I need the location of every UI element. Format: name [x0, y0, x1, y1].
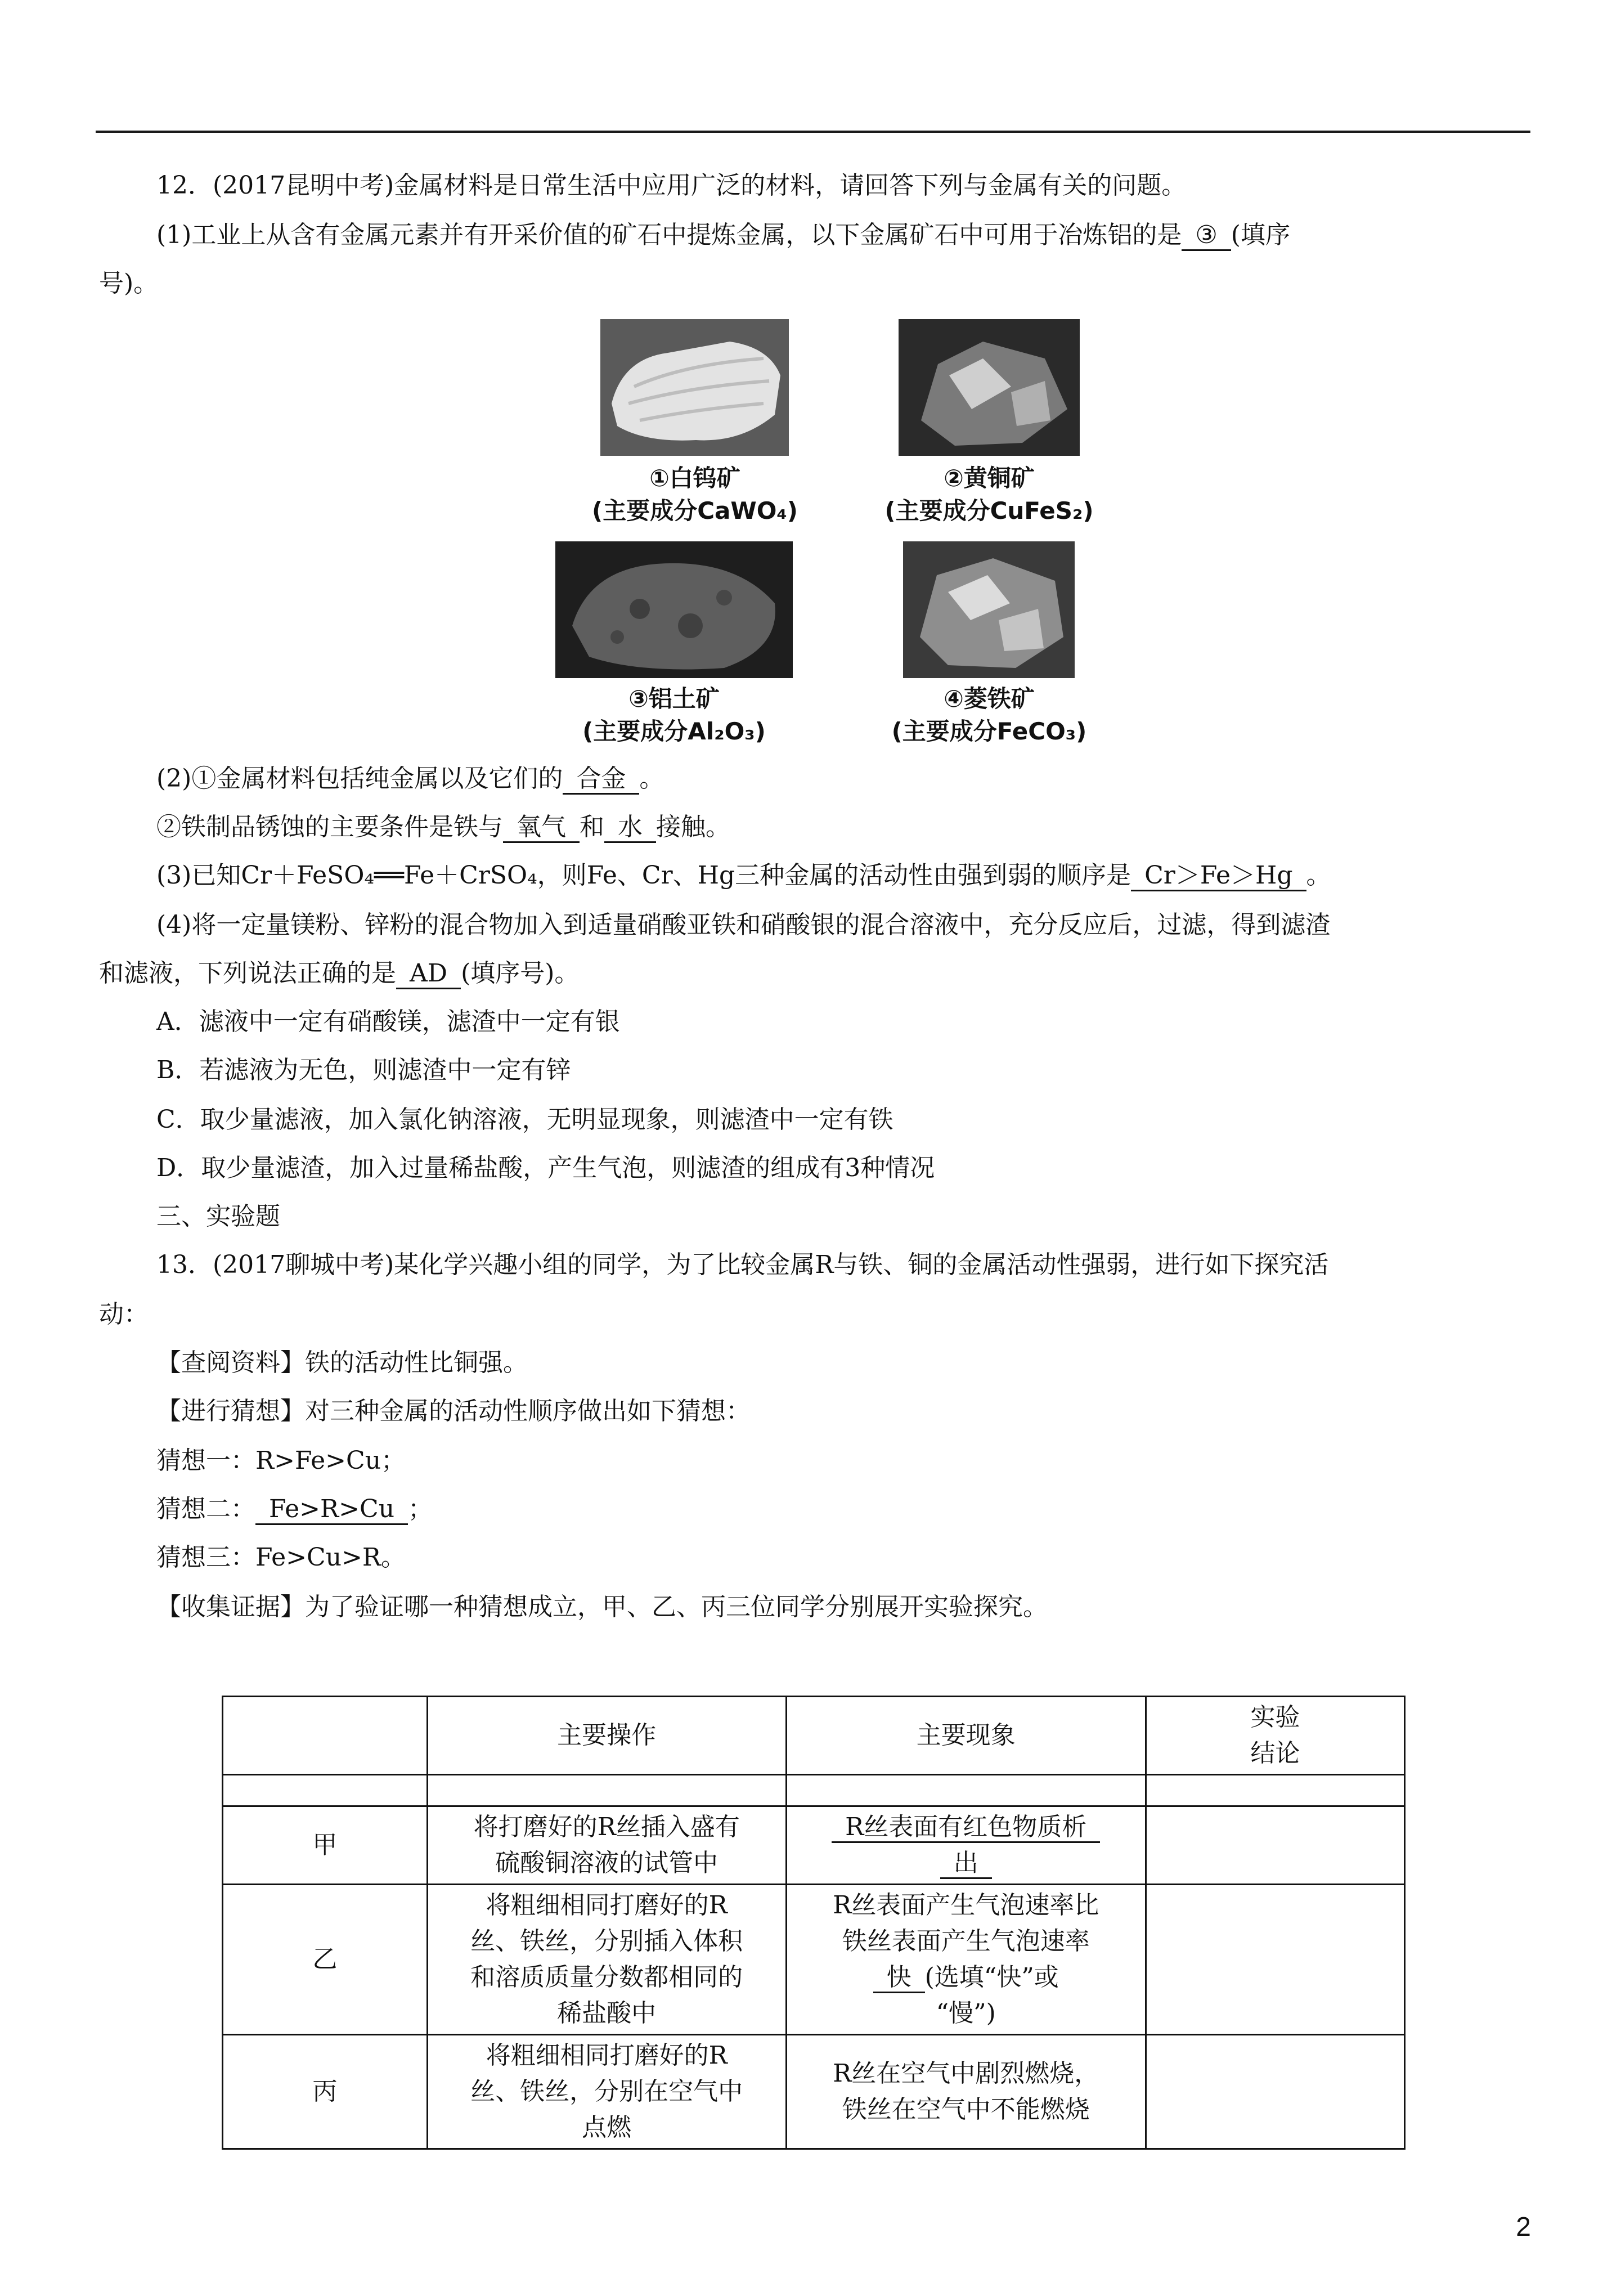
ore-name-4: ④菱铁矿: [944, 685, 1035, 712]
operation-yi: 将粗细相同打磨好的R 丝、铁丝，分别插入体积 和溶质质量分数都相同的 稀盐酸中: [427, 1885, 786, 2035]
white-tungsten-ore-image: [600, 319, 789, 456]
row-label-bing: 丙: [223, 2035, 428, 2149]
option-d: D．取少量滤渣，加入过量稀盐酸，产生气泡，则滤渣的组成有3种情况: [156, 1154, 935, 1182]
row-label-jia: 甲: [223, 1806, 428, 1885]
answer-blank-options: AD: [396, 959, 461, 989]
header-operation: 主要操作: [427, 1697, 786, 1775]
q13-stem-cont: 动：: [99, 1300, 149, 1329]
option-c: C．取少量滤液，加入氯化钠溶液，无明显现象，则滤渣中一定有铁: [156, 1105, 893, 1134]
header-phenomenon: 主要现象: [786, 1697, 1146, 1775]
q13-info: 【查阅资料】铁的活动性比铜强。: [156, 1348, 528, 1377]
ore-comp-4: (主要成分FeCO₃): [891, 718, 1087, 745]
section-heading: 三、实验题: [156, 1202, 280, 1231]
answer-blank-fast: 快: [873, 1963, 925, 1993]
q12-part1-cont: 号)。: [99, 269, 159, 298]
q13-guess3: 猜想三：Fe>Cu>R。: [156, 1543, 406, 1572]
siderite-ore-image: [903, 541, 1075, 678]
conclusion-bing: [1146, 2035, 1404, 2149]
bauxite-ore-image: [555, 541, 793, 678]
answer-blank-ore: ③: [1182, 221, 1231, 251]
ore-comp-1: (主要成分CaWO₄): [592, 497, 798, 524]
option-b: B．若滤液为无色，则滤渣中一定有锌: [156, 1056, 571, 1084]
answer-blank-water: 水: [604, 813, 656, 843]
page-number: 2: [1516, 2212, 1531, 2242]
table-row: [223, 1885, 1405, 2035]
header-conclusion: 实验 结论: [1146, 1697, 1404, 1775]
table-header-row: [223, 1697, 1405, 1775]
q13-evidence: 【收集证据】为了验证哪一种猜想成立，甲、乙、丙三位同学分别展开实验探究。: [156, 1593, 1048, 1621]
ore-name-3: ③铝土矿: [628, 685, 720, 712]
header-empty-cell: [223, 1697, 428, 1775]
header-rule: [96, 131, 1530, 133]
ore-comp-3: (主要成分Al₂O₃): [582, 718, 766, 745]
table-row: [223, 2035, 1405, 2149]
answer-blank-oxygen: 氧气: [503, 813, 580, 843]
conclusion-yi: [1146, 1885, 1404, 2035]
operation-jia: 将打磨好的R丝插入盛有 硫酸铜溶液的试管中: [427, 1806, 786, 1885]
table-spacer-row: [223, 1775, 1405, 1806]
q12-stem: 12．(2017昆明中考)金属材料是日常生活中应用广泛的材料，请回答下列与金属有关的问题。: [156, 171, 1187, 200]
q13-stem: 13．(2017聊城中考)某化学兴趣小组的同学，为了比较金属R与铁、铜的金属活动性强弱，进行如下探究活: [156, 1250, 1329, 1279]
q12-part4-cont: 和滤液，下列说法正确的是 AD (填序号)。: [99, 957, 579, 990]
chalcopyrite-ore-image: [899, 319, 1080, 456]
q12-part4: (4)将一定量镁粉、锌粉的混合物加入到适量硝酸亚铁和硝酸银的混合溶液中，充分反应后，过滤，得到滤渣: [156, 911, 1331, 939]
option-a: A．滤液中一定有硝酸镁，滤渣中一定有银: [156, 1007, 620, 1036]
q13-guess2: 猜想二： Fe>R>Cu ；: [156, 1492, 433, 1526]
answer-blank-alloy: 合金: [563, 765, 639, 795]
operation-bing: 将粗细相同打磨好的R 丝、铁丝，分别在空气中 点燃: [427, 2035, 786, 2149]
table-row: [223, 1806, 1405, 1885]
row-label-yi: 乙: [223, 1885, 428, 2035]
q13-guess-intro: 【进行猜想】对三种金属的活动性顺序做出如下猜想：: [156, 1397, 751, 1425]
ore-name-2: ②黄铜矿: [944, 464, 1035, 492]
experiment-table: [222, 1696, 1406, 2150]
ore-name-1: ①白钨矿: [649, 464, 740, 492]
phenomenon-bing: R丝在空气中剧烈燃烧， 铁丝在空气中不能燃烧: [786, 2035, 1146, 2149]
phenomenon-yi: R丝表面产生气泡速率比 铁丝表面产生气泡速率 快 (选填“快”或 “慢”): [786, 1885, 1146, 2035]
q12-part2b: ②铁制品锈蚀的主要条件是铁与 氧气 和 水 接触。: [156, 810, 730, 844]
q12-part2a: (2)①金属材料包括纯金属以及它们的 合金 。: [156, 762, 664, 796]
q13-guess1: 猜想一：R>Fe>Cu；: [156, 1446, 406, 1475]
q12-part3: (3)已知Cr＋FeSO₄══Fe＋CrSO₄，则Fe、Cr、Hg三种金属的活动性由强到弱的顺序是 Cr＞Fe＞Hg 。: [156, 859, 1331, 893]
conclusion-jia: [1146, 1806, 1404, 1885]
answer-blank-activity-order: Cr＞Fe＞Hg: [1131, 862, 1306, 891]
q12-part1: (1)工业上从含有金属元素并有开采价值的矿石中提炼金属，以下金属矿石中可用于冶炼铝的是 ③ (填序: [156, 218, 1290, 252]
answer-blank-guess2: Fe>R>Cu: [255, 1495, 408, 1525]
ore-comp-2: (主要成分CuFeS₂): [884, 497, 1094, 524]
phenomenon-jia: R丝表面有红色物质析 出: [786, 1806, 1146, 1885]
